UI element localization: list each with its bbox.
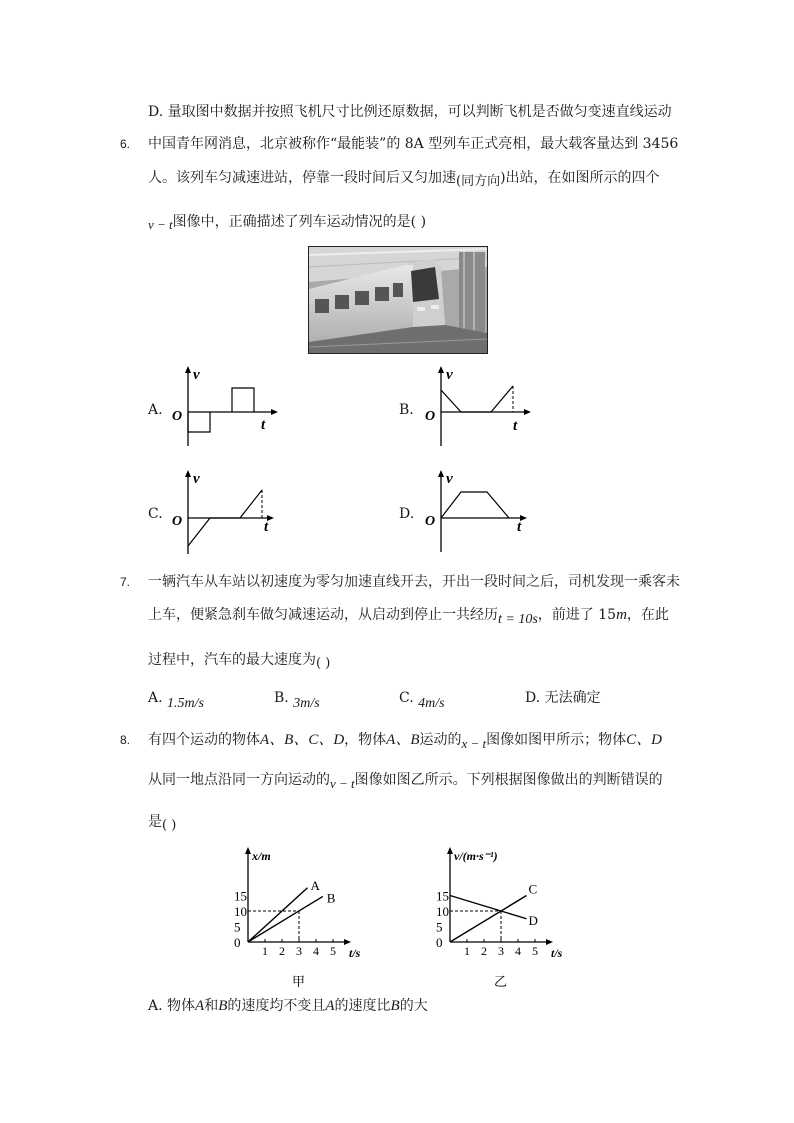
- axis-t-label: t: [264, 519, 269, 535]
- axis-v-label: v: [446, 471, 453, 487]
- q7-option-d: D. 无法确定: [525, 690, 601, 706]
- q8-optA-i: 的大: [399, 998, 428, 1014]
- q8-optA-g: 的速度比: [334, 998, 391, 1014]
- axis-origin-label: O: [172, 514, 183, 529]
- q8-text-2a: 从同一地点沿同一方向运动的: [148, 772, 330, 788]
- q6-text-3b: 图像中，正确描述了列车运动情况的是: [172, 214, 411, 230]
- q6-option-c-label: C.: [148, 506, 163, 522]
- chart-jia: [222, 844, 372, 994]
- x-tick-label: 1: [464, 944, 470, 958]
- y-tick-label: 15: [436, 888, 449, 904]
- q8-text-line1: [148, 730, 662, 754]
- y-axis-arrow: [447, 847, 453, 854]
- q8-number: 8.: [120, 733, 131, 747]
- q6-text-line1: 中国青年网消息，北京被称作“最能装”的 8A 型列车正式亮相，最大载客量达到 3456: [148, 136, 679, 152]
- x-axis-title: t/s: [551, 946, 563, 960]
- q7-option-b-label: B.: [274, 690, 289, 706]
- q6-option-a-label: A.: [148, 402, 163, 418]
- x-tick-label: 1: [262, 944, 268, 958]
- x-tick-label: 4: [313, 944, 319, 958]
- q7-text-2e: ，在此: [626, 607, 669, 623]
- q6-text-2a: 人。该列车匀减速进站，停靠一段时间后又匀加速: [148, 170, 456, 186]
- axis-v-label: v: [193, 471, 200, 487]
- q6-vt-symbol: v − t: [148, 217, 173, 232]
- x-tick-label: 2: [481, 944, 487, 958]
- q8-text-2c: 图像如图乙所示。下列根据图像做出的判断错误的: [354, 772, 663, 788]
- axis-v-label: v: [193, 367, 200, 383]
- y-axis-arrow: [245, 847, 251, 854]
- q6-option-c-graph: [168, 468, 280, 556]
- q7-option-a-label: A.: [148, 690, 163, 706]
- q6-number: 6.: [120, 137, 131, 151]
- q7-answer-bracket: ( ): [316, 656, 331, 671]
- series-line-B: [248, 896, 323, 942]
- q7-time-value: t = 10s: [498, 612, 538, 627]
- q6-answer-bracket: ( ): [410, 214, 427, 230]
- axis-origin-label: O: [425, 409, 436, 424]
- series-label-A: A: [310, 877, 320, 893]
- axis-t-label: t: [261, 417, 266, 433]
- axis-origin-label: O: [425, 514, 436, 529]
- x-tick-label: 3: [296, 944, 302, 958]
- q8-optA-f: A: [325, 998, 335, 1014]
- x-tick-label: 5: [532, 944, 538, 958]
- q7-text-line2: [148, 605, 669, 630]
- q7-option-c: [399, 688, 445, 714]
- q6-text-2b: (同方向: [456, 174, 501, 189]
- q7-number: 7.: [120, 575, 131, 589]
- q8-objects: A、B、C、D: [260, 732, 345, 748]
- q6-option-b-label: B.: [399, 402, 414, 418]
- q8-optA-h: B: [390, 998, 400, 1014]
- axis-t-label: t: [517, 519, 522, 535]
- q8-text-1e: 运动的: [419, 732, 462, 748]
- q7-unit-m: m: [616, 607, 627, 623]
- q8-text-3a: 是: [148, 814, 162, 830]
- q6-option-a-graph: [168, 364, 280, 450]
- q5-option-d: D. 量取图中数据并按照飞机尺寸比例还原数据，可以判断飞机是否做匀变速直线运动: [148, 104, 672, 120]
- x-tick-label: 5: [330, 944, 336, 958]
- y-axis-title: v/(m·s⁻¹): [454, 849, 498, 863]
- x-axis-arrow: [344, 939, 351, 945]
- axis-v-label: v: [446, 367, 453, 383]
- q8-answer-bracket: ( ): [162, 818, 177, 833]
- y-tick-label: 10: [234, 904, 247, 919]
- q8-text-1g: 图像如图甲所示；物体: [486, 732, 627, 748]
- y-tick-label: 0: [436, 935, 443, 950]
- q6-text-line2: [148, 168, 660, 192]
- q6-option-b-graph: [421, 364, 533, 450]
- q8-objects-ab: A、B: [386, 732, 420, 748]
- q7-text-2c: ，前进了 15: [537, 607, 617, 623]
- q8-xt-symbol: x − t: [461, 736, 487, 751]
- series-line-D: [450, 896, 527, 919]
- y-tick-label: 0: [234, 935, 241, 950]
- series-label-B: B: [326, 890, 336, 906]
- q7-text-line3: [148, 650, 330, 674]
- q8-text-line2: [148, 770, 663, 794]
- series-line-C: [450, 896, 527, 943]
- y-axis-title: x/m: [252, 849, 271, 863]
- q8-optA-c: 和: [204, 998, 219, 1014]
- q8-optA-b: A: [195, 998, 205, 1014]
- axis-t-label: t: [513, 418, 518, 434]
- q7-option-b: [274, 688, 320, 714]
- train-photo: [308, 246, 488, 354]
- x-axis-arrow: [546, 939, 553, 945]
- q7-option-b-value: 3m/s: [293, 696, 320, 711]
- q7-option-a-value: 1.5m/s: [167, 696, 204, 711]
- q8-text-1c: ，物体: [344, 732, 387, 748]
- chart-caption: 乙: [494, 974, 508, 989]
- x-tick-label: 4: [515, 944, 521, 958]
- q6-option-d-label: D.: [399, 506, 415, 522]
- series-label-D: D: [528, 912, 538, 928]
- q7-text-2a: 上车，便紧急刹车做匀减速运动，从启动到停止一共经历: [148, 607, 498, 623]
- q7-option-c-value: 4m/s: [418, 696, 445, 711]
- q7-text-3a: 过程中，汽车的最大速度为: [148, 652, 316, 668]
- chart-caption: 甲: [292, 974, 306, 989]
- series-label-C: C: [528, 881, 538, 897]
- q6-option-d-graph: [421, 468, 533, 554]
- x-axis-title: t/s: [349, 946, 361, 960]
- q8-option-a: [148, 996, 428, 1016]
- q8-vt-symbol: v − t: [330, 776, 355, 791]
- axis-origin-label: O: [172, 409, 183, 424]
- q7-text-line1: 一辆汽车从车站以初速度为零匀加速直线开去，开出一段时间之后，司机发现一乘客未: [148, 574, 680, 590]
- q8-objects-cd: C、D: [626, 732, 662, 748]
- y-tick-label: 15: [234, 888, 247, 904]
- q6-text-2c: )出站，在如图所示的四个: [500, 170, 660, 186]
- q8-optA-e: 的速度均不变且: [227, 998, 326, 1014]
- q7-option-a: [148, 688, 204, 714]
- y-tick-label: 5: [436, 919, 443, 935]
- q7-option-c-label: C.: [399, 690, 414, 706]
- q6-text-line3: [148, 212, 426, 235]
- q8-text-1a: 有四个运动的物体: [148, 732, 260, 748]
- q8-optA-a: A. 物体: [148, 998, 196, 1014]
- q8-optA-d: B: [218, 998, 228, 1014]
- x-tick-label: 2: [279, 944, 285, 958]
- q8-text-line3: [148, 812, 176, 836]
- y-tick-label: 5: [234, 919, 241, 935]
- y-tick-label: 10: [436, 904, 449, 919]
- chart-yi: [424, 844, 574, 994]
- x-tick-label: 3: [498, 944, 504, 958]
